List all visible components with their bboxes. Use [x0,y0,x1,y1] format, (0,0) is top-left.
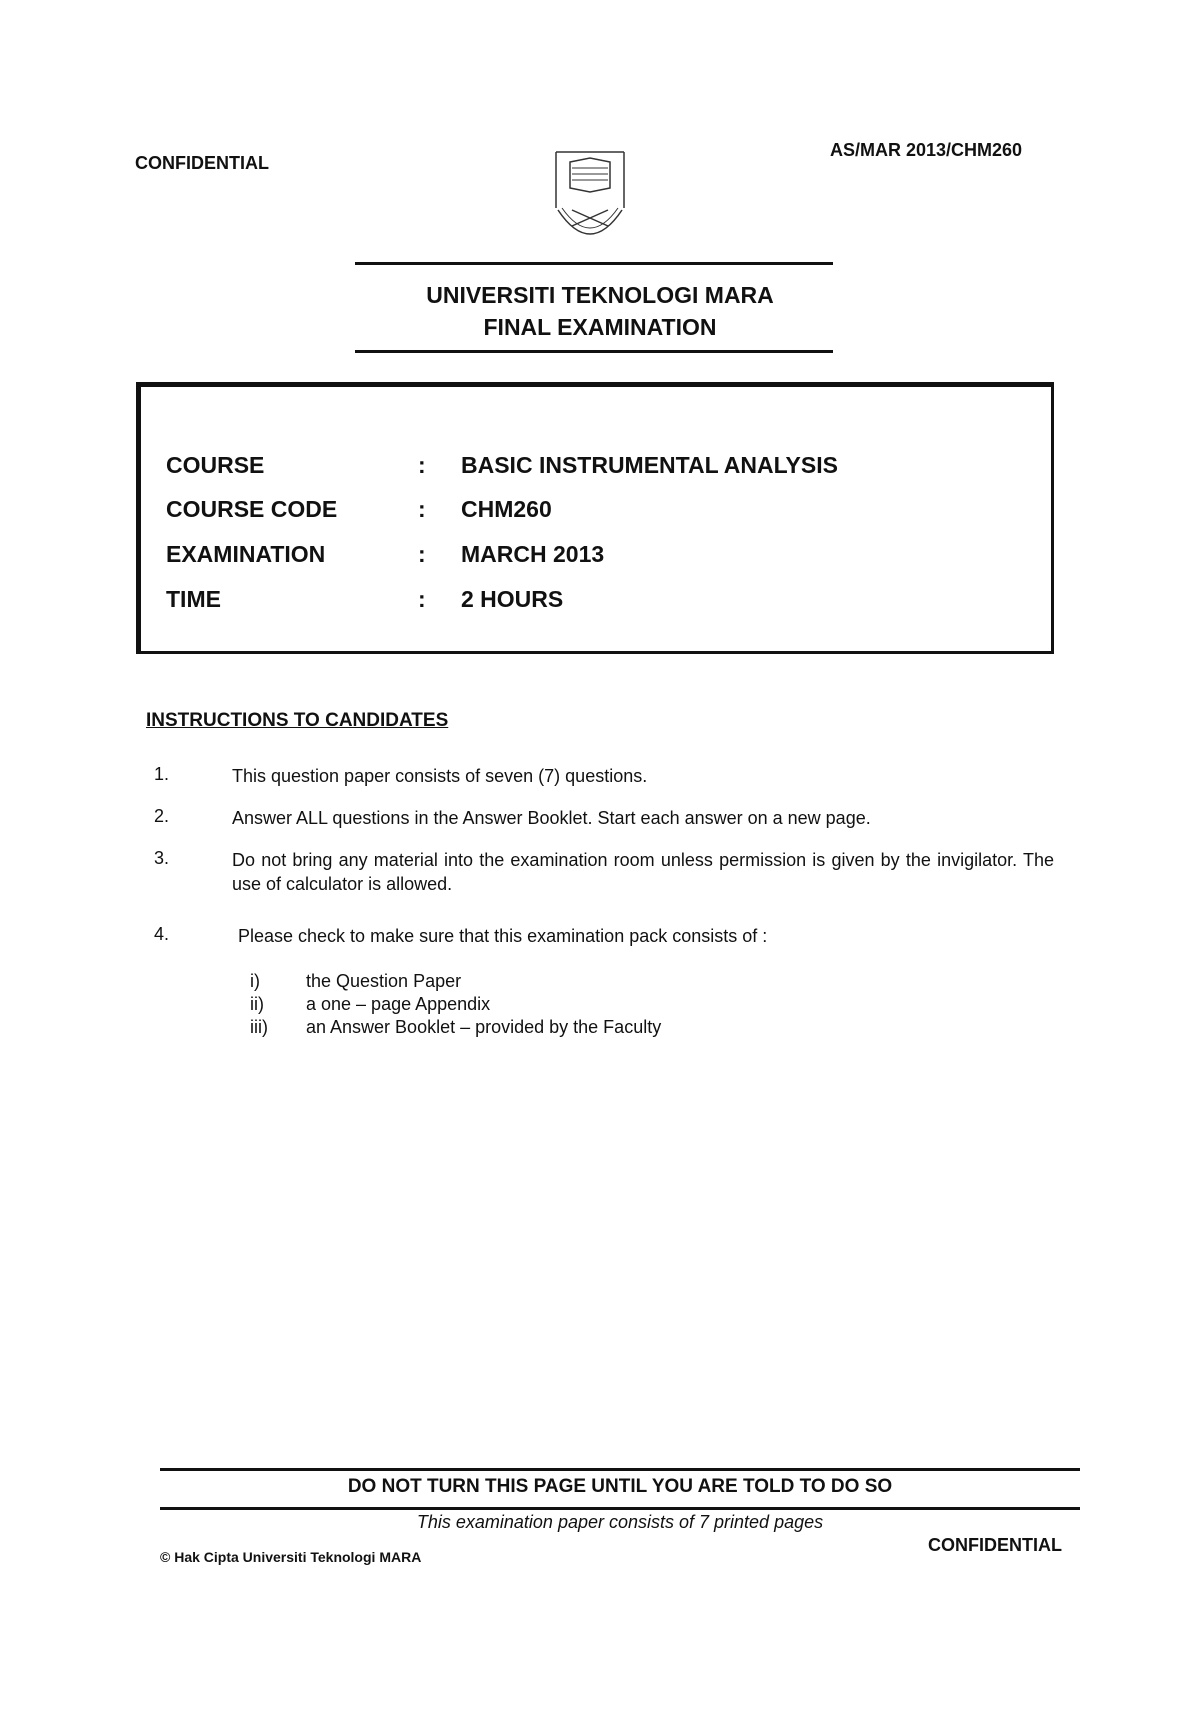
university-title: UNIVERSITI TEKNOLOGI MARA [426,282,774,308]
examination-value: MARCH 2013 [461,541,605,567]
footer-top-rule [160,1468,1080,1471]
instruction-text: Answer ALL questions in the Answer Booklet. Start each answer on a new page. [232,808,871,828]
pack-item-number: iii) [250,1017,268,1037]
copyright-notice: © Hak Cipta Universiti Teknologi MARA [160,1549,422,1565]
pack-item-number: ii) [250,994,264,1014]
pack-item-text: a one – page Appendix [306,994,491,1014]
pack-item [250,970,461,993]
exam-title: FINAL EXAMINATION [483,314,717,340]
instruction-number: 4. [154,924,170,944]
confidential-label: CONFIDENTIAL [135,153,269,173]
separator: : [418,586,426,612]
instruction-number: 2. [154,806,170,826]
instruction-number: 3. [154,848,170,868]
pack-item-number: i) [250,971,260,991]
course-label: COURSE [166,452,265,478]
instruction-text: Do not bring any material into the examination room unless permission is given by the invigilator. The use of calculator is allowed. [232,850,1054,894]
title-top-rule [355,262,833,265]
pack-item-text: the Question Paper [306,971,462,991]
footer-middle-rule [160,1507,1080,1510]
instruction-text: This question paper consists of seven (7) questions. [232,766,648,786]
course-code-label: COURSE CODE [166,496,338,522]
course-code-value: CHM260 [461,496,552,522]
pack-item [250,993,490,1016]
examination-label: EXAMINATION [166,541,326,567]
instruction-text: Please check to make sure that this examination pack consists of : [238,926,768,946]
paper-code: AS/MAR 2013/CHM260 [830,140,1023,160]
do-not-turn-warning: DO NOT TURN THIS PAGE UNTIL YOU ARE TOLD TO DO SO [347,1476,893,1497]
time-label: TIME [166,586,221,612]
title-bottom-rule [355,350,833,353]
course-value: BASIC INSTRUMENTAL ANALYSIS [461,452,838,478]
separator: : [418,541,426,567]
university-crest-icon [548,148,632,258]
time-value: 2 HOURS [461,586,564,612]
printed-pages-note: This examination paper consists of 7 printed pages [416,1512,824,1532]
instructions-heading: INSTRUCTIONS TO CANDIDATES [146,710,449,731]
separator: : [418,452,426,478]
instruction-number: 1. [154,764,170,784]
pack-item [250,1016,661,1039]
separator: : [418,496,426,522]
pack-item-text: an Answer Booklet – provided by the Faculty [306,1017,662,1037]
footer-confidential-label: CONFIDENTIAL [928,1535,1062,1555]
